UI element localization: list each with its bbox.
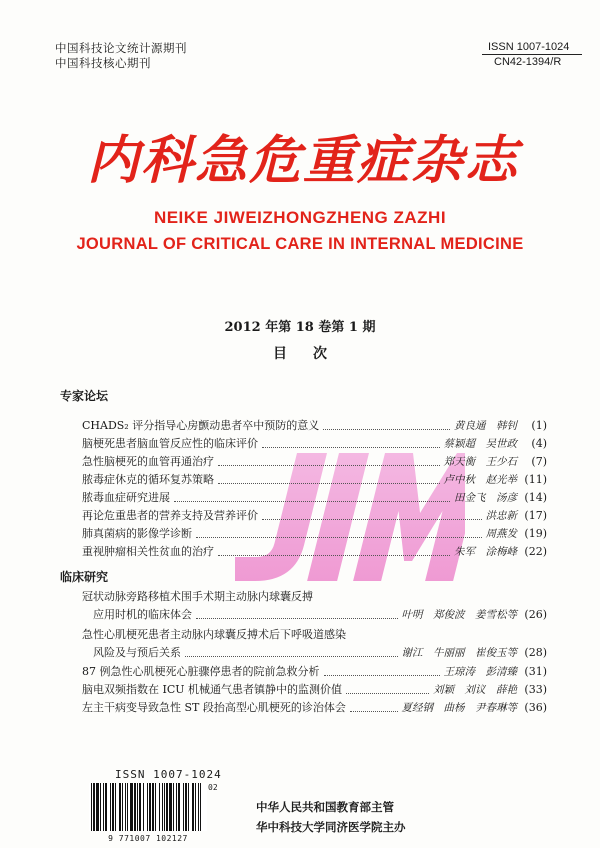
cn-number: CN42-1394/R: [494, 56, 562, 68]
toc-item[interactable]: [82, 454, 547, 470]
journal-title-pinyin: NEIKE JIWEIZHONGZHENG ZAZHI: [153, 208, 447, 227]
toc-item-title: 急性脑梗死的血管再通治疗: [82, 455, 214, 468]
toc-leader: [262, 508, 482, 520]
barcode-bar: [125, 783, 126, 831]
barcode-bar: [127, 783, 128, 831]
toc-item[interactable]: [82, 607, 547, 623]
journal-title-chinese: 内科急危重症杂志: [86, 131, 519, 191]
barcode-bar: [164, 783, 165, 831]
barcode-bar: [192, 783, 194, 831]
toc-item-authors: 田金飞 汤彦: [454, 492, 517, 504]
publisher-organizer: 华中科技大学同济医学院主办: [256, 820, 406, 834]
toc-item-title: CHADS₂ 评分指导心房颤动患者卒中预防的意义: [82, 419, 320, 432]
barcode-bar: [178, 783, 180, 831]
toc-item[interactable]: [82, 700, 547, 716]
toc-item-page: (14): [524, 491, 547, 504]
issue-info: 2012 年第 18 卷第 1 期: [224, 320, 376, 335]
barcode-bar: [112, 783, 114, 831]
barcode-bar: [130, 783, 133, 831]
toc-item-authors: 朱军 涂梅峰: [454, 546, 517, 558]
toc-item-title: 再论危重患者的营养支持及营养评价: [82, 509, 258, 522]
toc-item-page: (19): [524, 527, 547, 540]
toc-item-authors: 黄良通 韩钊: [454, 420, 517, 432]
barcode-bar: [103, 783, 104, 831]
barcode-bar: [200, 783, 201, 831]
toc-item[interactable]: [82, 645, 547, 661]
toc-item-authors: 郑天衡 王少石: [443, 456, 517, 468]
issn-number: ISSN 1007-1024: [482, 40, 582, 55]
barcode-bar: [166, 783, 168, 831]
toc-item-page: (17): [524, 509, 547, 522]
toc-item-page: (1): [531, 419, 547, 432]
barcode-number: 9 771007 102127: [108, 834, 188, 843]
toc-item-title-line1[interactable]: 冠状动脉旁路移植术围手术期主动脉内球囊反搏: [82, 590, 313, 603]
barcode-bar: [147, 783, 148, 831]
toc-leader: [174, 490, 450, 502]
toc-item-page: (31): [524, 665, 547, 678]
toc-leader: [350, 700, 398, 712]
barcode-addon: 02: [208, 783, 218, 792]
indexing-label-2: 中国科技核心期刊: [55, 56, 151, 70]
barcode-bar: [100, 783, 101, 831]
toc-item[interactable]: [82, 664, 547, 680]
barcode-bar: [93, 783, 95, 831]
toc-item-authors: 洪忠新: [485, 510, 517, 522]
toc-item[interactable]: [82, 526, 547, 542]
toc-item[interactable]: [82, 508, 547, 524]
barcode-bar: [188, 783, 189, 831]
barcode-bar: [137, 783, 138, 831]
toc-item-title: 脑梗死患者脑血管反应性的临床评价: [82, 437, 258, 450]
toc-item-authors: 王琼涛 彭清臻: [443, 666, 517, 678]
barcode-bar: [169, 783, 172, 831]
toc-item-title: 肺真菌病的影像学诊断: [82, 527, 192, 540]
barcode-bar: [91, 783, 92, 831]
toc-item[interactable]: [82, 490, 547, 506]
barcode-bar: [134, 783, 136, 831]
toc-item-authors: 夏经钢 曲杨 尹春琳等: [401, 702, 517, 714]
publisher-sponsor: 中华人民共和国教育部主管: [256, 800, 394, 814]
toc-leader: [185, 645, 398, 657]
barcode-bar: [122, 783, 123, 831]
toc-leader: [323, 418, 450, 430]
toc-item-page: (28): [524, 646, 547, 659]
barcode-bar: [185, 783, 187, 831]
toc-item-title: 重视肿瘤相关性贫血的治疗: [82, 545, 214, 558]
contents-heading: 目次: [273, 346, 353, 362]
toc-item-title: 87 例急性心肌梗死心脏骤停患者的院前急救分析: [82, 665, 320, 678]
journal-title-english: JOURNAL OF CRITICAL CARE IN INTERNAL MEDICINE: [76, 235, 524, 253]
toc-leader: [218, 472, 440, 484]
toc-item-authors: 叶明 郑俊波 姜雪松等: [401, 609, 517, 621]
issn-box: [482, 40, 582, 68]
toc-item-title: 风险及与预后关系: [82, 646, 181, 659]
toc-leader: [218, 454, 440, 466]
toc-item-authors: 卢中秋 赵光举: [443, 474, 517, 486]
toc-leader: [262, 436, 440, 448]
toc-item[interactable]: [82, 544, 547, 560]
toc-item-page: (26): [524, 608, 547, 621]
toc-leader: [196, 526, 482, 538]
barcode-bar: [110, 783, 111, 831]
barcode-bar: [143, 783, 144, 831]
toc-item-page: (36): [524, 701, 547, 714]
toc-item-title: 脑电双频指数在 ICU 机械通气患者镇静中的监测价值: [82, 683, 343, 696]
barcode-issn: ISSN 1007-1024: [115, 768, 222, 781]
toc-item-title: 脓毒血症研究进展: [82, 491, 170, 504]
toc-leader: [196, 607, 398, 619]
barcode: [89, 783, 207, 831]
barcode-bars: [89, 783, 207, 831]
toc-item-page: (33): [524, 683, 547, 696]
toc-item-authors: 刘颖 刘议 薛艳: [433, 684, 517, 696]
barcode-bar: [173, 783, 174, 831]
toc-item-title: 应用时机的临床体会: [82, 608, 192, 621]
barcode-bar: [152, 783, 154, 831]
toc-item[interactable]: [82, 436, 547, 452]
section-title-expert-forum: 专家论坛: [60, 389, 109, 403]
toc-item-page: (22): [524, 545, 547, 558]
barcode-bar: [195, 783, 196, 831]
toc-item-page: (4): [531, 437, 547, 450]
toc-item-authors: 周燕发: [485, 528, 517, 540]
toc-item-authors: 谢江 牛丽丽 崔俊玉等: [401, 647, 517, 659]
barcode-bar: [155, 783, 156, 831]
toc-leader: [346, 682, 429, 694]
barcode-bar: [105, 783, 107, 831]
toc-leader: [218, 544, 450, 556]
toc-item-page: (11): [524, 473, 547, 486]
barcode-bar: [159, 783, 160, 831]
toc-leader: [324, 664, 440, 676]
toc-item-page: (7): [531, 455, 547, 468]
publisher-info: [256, 797, 406, 837]
barcode-bar: [176, 783, 177, 831]
barcode-bar: [198, 783, 199, 831]
barcode-bar: [183, 783, 184, 831]
toc-item-title-line1[interactable]: 急性心肌梗死患者主动脉内球囊反搏术后下呼吸道感染: [82, 628, 346, 641]
toc-item[interactable]: [82, 418, 547, 434]
toc-item-title: 脓毒症休克的循环复苏策略: [82, 473, 214, 486]
toc-item-title: 左主干病变导致急性 ST 段抬高型心肌梗死的诊治体会: [82, 701, 346, 714]
section-title-clinical-research: 临床研究: [60, 570, 109, 584]
toc-item-authors: 蔡颖超 吴世政: [443, 438, 517, 450]
barcode-bar: [162, 783, 163, 831]
toc-item[interactable]: [82, 682, 547, 698]
indexing-label-1: 中国科技论文统计源期刊: [55, 41, 187, 55]
barcode-bar: [119, 783, 121, 831]
indexing-labels: [55, 41, 187, 71]
barcode-bar: [96, 783, 99, 831]
barcode-bar: [139, 783, 141, 831]
barcode-bar: [149, 783, 151, 831]
toc-item[interactable]: [82, 472, 547, 488]
barcode-bar: [115, 783, 116, 831]
